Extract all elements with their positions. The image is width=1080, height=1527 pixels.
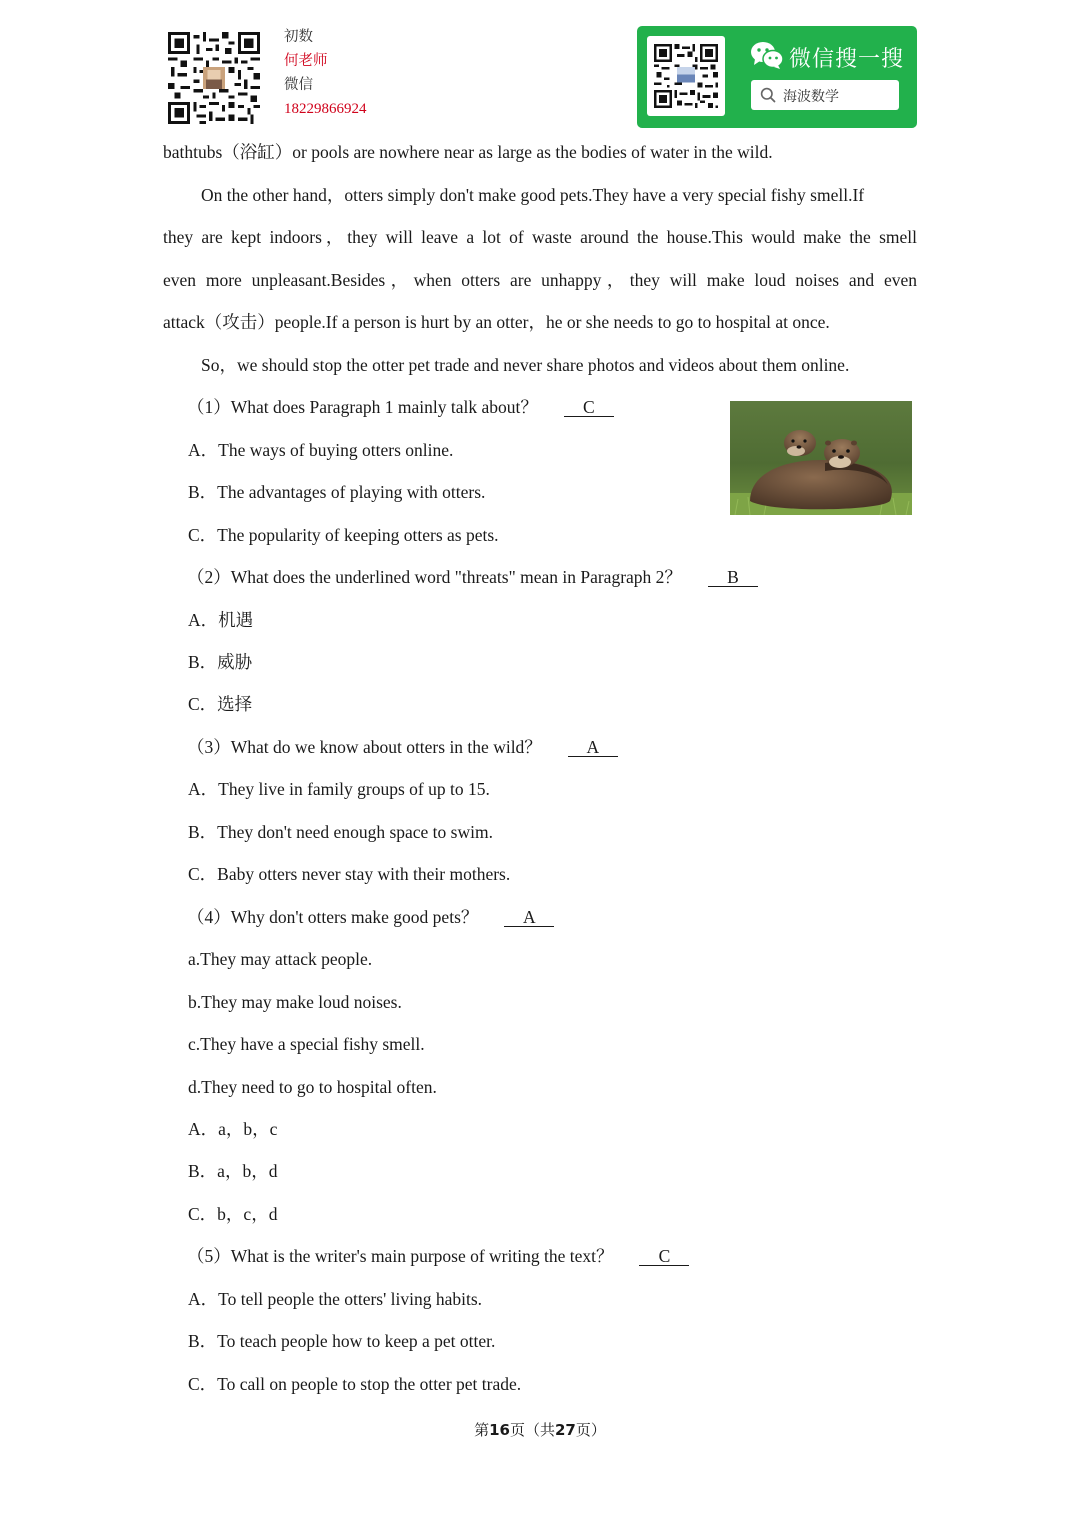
question-1-stem [187,396,614,418]
option: C．Baby otters never stay with their mothers. [188,864,511,884]
question-stem-text: （5）What is the writer's main purpose of writing the text？ [187,1246,614,1266]
statement: c.They have a special fishy smell. [188,1034,425,1054]
option: C．b，c，d [188,1204,278,1224]
page-total: 27 [555,1421,576,1439]
wechat-search-title: 微信搜一搜 [789,47,905,72]
wechat-qr-frame [647,36,725,116]
contact-subject: 初数 [284,29,313,45]
option: A．The ways of buying otters online. [188,440,454,460]
qr-code-image [168,32,260,124]
question-2-stem [187,566,758,588]
option: B．To teach people how to keep a pet otter. [188,1331,496,1351]
answer-blank: A [504,908,554,927]
question-5-stem [187,1245,689,1267]
wechat-search-banner[interactable] [637,26,917,128]
option: A．To tell people the otters' living habits. [188,1289,483,1309]
answer-blank: A [568,738,618,757]
passage-line: bathtubs（浴缸）or pools are nowhere near as large as the bodies of water in the wild. [163,142,773,162]
wechat-search-query: 海波数学 [783,89,839,105]
question-stem-text: （2）What does the underlined word "threats" mean in Paragraph 2？ [187,567,682,587]
question-stem-text: （1）What does Paragraph 1 mainly talk about？ [187,397,538,417]
passage-line: they are kept indoors，they will leave a lot of waste around the house.This would make the smell [163,227,917,247]
otters-photo [730,401,912,515]
contact-teacher-name: 何老师 [284,53,328,69]
option: B．威胁 [188,652,253,672]
passage-line: even more unpleasant.Besides，when otters are unhappy，they will make loud noises and even [163,270,917,290]
search-icon [760,87,776,103]
passage-line: So，we should stop the otter pet trade and never share photos and videos about them online. [201,355,850,375]
option: B．The advantages of playing with otters. [188,482,486,502]
contact-wechat-label: 微信 [284,77,313,93]
contact-phone-number: 18229866924 [284,101,367,117]
page-number: 16 [489,1421,510,1439]
footer-prefix: 第 [474,1421,490,1439]
option: B．a，b，d [188,1161,278,1181]
option: C．The popularity of keeping otters as pets. [188,525,499,545]
answer-blank: C [639,1247,689,1266]
footer-middle: 页（共 [509,1421,555,1439]
statement: d.They need to go to hospital often. [188,1077,437,1097]
answer-blank: B [708,568,758,587]
wechat-qr-code-image [654,43,718,109]
wechat-search-field[interactable] [751,80,899,110]
answer-blank: C [564,398,614,417]
option: C．选择 [188,694,253,714]
statement: a.They may attack people. [188,949,373,969]
wechat-logo-icon [750,40,784,70]
statement: b.They may make loud noises. [188,992,402,1012]
passage-line: attack（攻击）people.If a person is hurt by an otter，he or she needs to go to hospital at once. [163,312,830,332]
question-stem-text: （4）Why don't otters make good pets？ [187,907,479,927]
option: C．To call on people to stop the otter pet trade. [188,1374,522,1394]
page-footer [0,1419,1080,1440]
question-stem-text: （3）What do we know about otters in the wild？ [187,737,542,757]
option: A．机遇 [188,610,254,630]
option: A．a，b，c [188,1119,278,1139]
footer-suffix: 页） [575,1421,606,1439]
option: B．They don't need enough space to swim. [188,822,493,842]
option: A．They live in family groups of up to 15. [188,779,490,799]
question-4-stem [187,906,554,928]
passage-line: On the other hand，otters simply don't make good pets.They have a very special fishy smell.If [201,185,865,205]
question-3-stem [187,736,618,758]
